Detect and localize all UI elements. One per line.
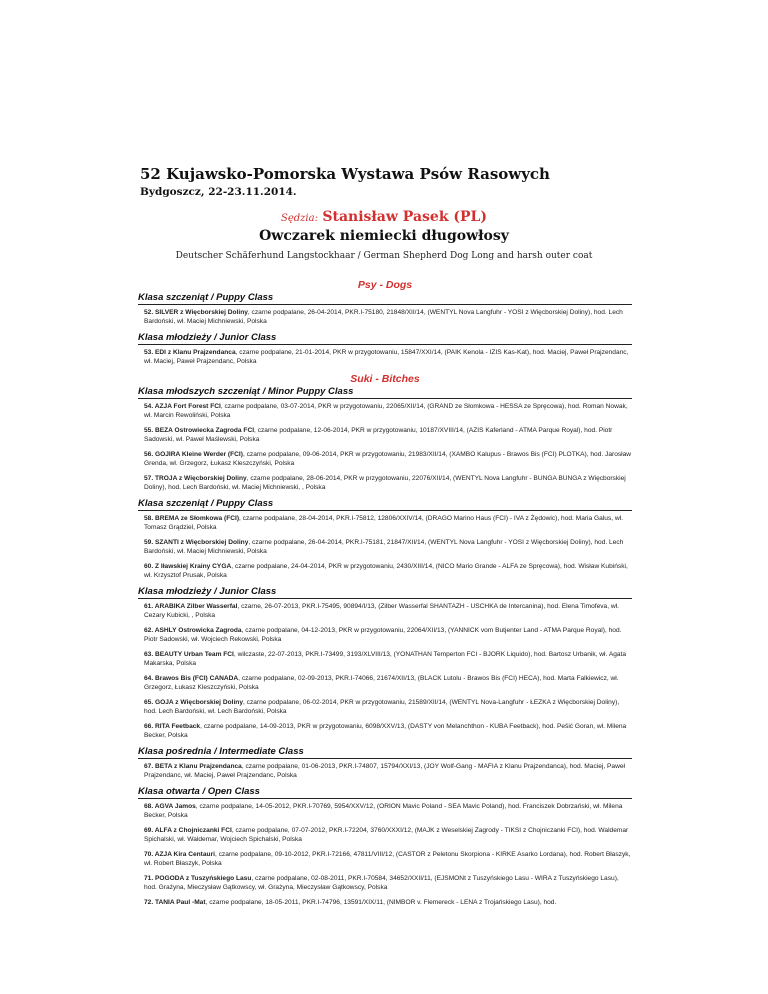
sex-heading: Psy - Dogs — [357, 279, 413, 291]
class-group — [138, 292, 632, 326]
dog-entry — [144, 450, 632, 468]
dog-entry — [144, 602, 632, 620]
class-group — [138, 332, 632, 366]
class-heading: Klasa szczeniąt / Puppy Class — [138, 498, 632, 511]
dog-name: 53. EDI z Klanu Prajzendanca — [144, 349, 236, 356]
dog-details: , czarne podpalane, 01-06-2013, PKR.I-74807, 15794/XXI/13, (JOY Wolf-Gang - MAFIA z Klanu Prajzendanca), hod. Maciej, Paweł Prajzendanc, wł. Maciej, Paweł Prajzendanc, Polska — [144, 763, 625, 779]
dog-entry — [144, 474, 632, 492]
dog-name: 62. ASHLY Ostrowicka Zagroda — [144, 627, 242, 634]
class-group — [138, 786, 632, 907]
dog-entry — [144, 802, 632, 820]
dog-entry — [144, 650, 632, 668]
dog-entry — [144, 762, 632, 780]
dog-details: , czarne podpalane, 03-07-2014, PKR w przygotowaniu, 22065/XII/14, (GRAND ze Słomkowa - HESSA ze Spręcowa), hod. Roman Nowak, wł. Marcin Rewoliński, Polska — [144, 403, 628, 419]
judge-prefix: Sędzia: — [280, 213, 318, 224]
dog-entry — [144, 562, 632, 580]
dog-details: , czarne, 26-07-2013, PKR.I-75495, 90894/I/13, (Zilber Wasserfal SHANTAZH - USCHKA de Intercanina), hod. Elena Timofeva, wł. Cezary Kubicki, , Polska — [144, 603, 619, 619]
dog-name: 65. GOJA z Więcborskiej Doliny — [144, 699, 243, 706]
dog-details: , czarne podpalane, 02-09-2013, PKR.I-74066, 21674/XII/13, (BLACK Lutolu - Brawos Bis (FCI) HECA), hod. Marta Falkiewicz, wł. Grzegorz, Łukasz Kleszczyński, Polska — [144, 675, 619, 691]
dog-details: , czarne podpalane, 26-04-2014, PKR.I-75180, 21848/XII/14, (WENTYL Nova Langfuhr - YOSI z Więcborskiej Doliny), hod. Lech Bardoński, wł. Maciej Michniewski, Polska — [144, 309, 623, 325]
dog-name: 67. BETA z Klanu Prajzendanca — [144, 763, 242, 770]
dog-details: , czarne podpalane, 04-12-2013, PKR w przygotowaniu, 22064/XII/13, (YANNICK vom Butjenter Land - ATMA Parque Royal), hod. Piotr Sadowski, wł. Wojciech Rekowski, Polska — [144, 627, 622, 643]
dog-entry — [144, 674, 632, 692]
dog-name: 54. AZJA Fort Forest FCI — [144, 403, 221, 410]
judge-name: Stanisław Pasek (PL) — [322, 209, 488, 225]
dog-name: 68. AGVA Jamos — [144, 803, 196, 810]
dog-entry — [144, 826, 632, 844]
dog-entry — [144, 514, 632, 532]
dog-entry — [144, 898, 632, 907]
dog-name: 58. BREMA ze Słomkowa (FCI) — [144, 515, 240, 522]
dog-entry — [144, 874, 632, 892]
dog-name: 57. TROJA z Więcborskiej Doliny — [144, 475, 247, 482]
show-header — [140, 165, 640, 200]
dog-details: , czarne podpalane, 12-06-2014, PKR w przygotowaniu, 10187/XVIII/14, (AZIS Kaferland - ATMA Parque Royal), hod. Piotr Sadowski, wł. Paweł Maślewski, Polska — [144, 427, 613, 443]
dog-entry — [144, 402, 632, 420]
dog-name: 71. POGODA z Tuszyńskiego Lasu — [144, 875, 252, 882]
dog-entry — [144, 538, 632, 556]
class-group — [138, 498, 632, 580]
dog-name: 55. BEZA Ostrowiecka Zagroda FCI — [144, 427, 255, 434]
class-group — [138, 586, 632, 740]
dog-name: 59. SZANTI z Więcborskiej Doliny — [144, 539, 249, 546]
dog-entry — [144, 308, 632, 326]
dog-entry — [144, 348, 632, 366]
show-title: 52 Kujawsko-Pomorska Wystawa Psów Rasowych — [140, 165, 550, 183]
breed-subtitle: Deutscher Schäferhund Langstockhaar / German Shepherd Dog Long and harsh outer coat — [175, 251, 593, 261]
dog-name: 69. ALFA z Chojniczanki FCI — [144, 827, 232, 834]
dog-entry — [144, 850, 632, 868]
class-heading: Klasa młodzieży / Junior Class — [138, 586, 632, 599]
dog-name: 60. Z Iławskiej Krainy CYGA — [144, 563, 232, 570]
catalog-content — [138, 278, 632, 913]
dog-name: 66. RITA Feetback — [144, 723, 201, 730]
class-group — [138, 746, 632, 780]
dog-entry — [144, 698, 632, 716]
show-date: Bydgoszcz, 22-23.11.2014. — [140, 186, 297, 198]
dog-details: , czarne podpalane, 26-04-2014, PKR.I-75181, 21847/XII/14, (WENTYL Nova Langfuhr - YOSI z Więcborskiej Doliny), hod. Lech Bardoński, wł. Maciej Michniewski, Polska — [144, 539, 624, 555]
class-group — [138, 386, 632, 492]
dog-details: , czarne podpalane, 14-05-2012, PKR.I-70769, 5954/XXV/12, (ORION Mavic Poland - SEA Mavic Poland), hod. Franciszek Dobrzański, wł. Milena Becker, Polska — [144, 803, 623, 819]
dog-name: 56. GOJIRA Kleine Werder (FCI) — [144, 451, 243, 458]
class-heading: Klasa młodszych szczeniąt / Minor Puppy Class — [138, 386, 632, 399]
dog-details: , czarne podpalane, 24-04-2014, PKR w przygotowaniu, 2430/XIII/14, (NICO Mario Grande - ALFA ze Spręcowa), hod. Wisław Kubiński, wł. Krzysztof Prusak, Polska — [144, 563, 628, 579]
dog-name: 61. ARABIKA Zilber Wasserfal — [144, 603, 238, 610]
dog-details: , czarne podpalane, 07-07-2012, PKR.I-72204, 3760/XXXI/12, (MAJK z Weselskiej Zagrody - TIKSI z Chojniczanki FCI), hod. Waldemar Spichalski, wł. Waldemar, Wojciech Spichalski, Polska — [144, 827, 629, 843]
class-heading: Klasa szczeniąt / Puppy Class — [138, 292, 632, 305]
dog-entry — [144, 426, 632, 444]
dog-name: 64. Brawos Bis (FCI) CANADA — [144, 675, 239, 682]
dog-details: , wilczaste, 22-07-2013, PKR.I-73499, 3193/XLVIII/13, (YONATHAN Temperton FCI - BJORK Liquido), hod. Bartosz Urbanik, wł. Agata Makarska, Polska — [144, 651, 627, 667]
dog-details: , czarne podpalane, 21-01-2014, PKR w przygotowaniu, 15847/XXI/14, (PAIK Kenola - IZIS Kas-Kat), hod. Maciej, Paweł Prajzendanc, wł. Maciej, Paweł Prajzendanc, Polska — [144, 349, 629, 365]
dog-name: 70. AZJA Kira Centauri — [144, 851, 215, 858]
dog-details: , czarne podpalane, 18-05-2011, PKR.I-74796, 13591/XIX/11, (NIMBOR v. Flemereck - LENA z Trojańskiego Lasu), hod. — [205, 899, 557, 906]
dog-details: , czarne podpalane, 28-04-2014, PKR.I-75812, 12806/XXIV/14, (DRAGO Marino Haus (FCI) - IVA z Żędowic), hod. Maria Galus, wł. Tomasz Grądziel, Polska — [144, 515, 623, 531]
class-heading: Klasa młodzieży / Junior Class — [138, 332, 632, 345]
dog-details: , czarne podpalane, 28-06-2014, PKR w przygotowaniu, 22076/XII/14, (WENTYL Nova Langfuhr - BUNGA BUNGA z Więcborskiej Doliny), hod. Lech Bardoński, wł. Maciej Michniewski, , Polska — [144, 475, 626, 491]
class-heading: Klasa otwarta / Open Class — [138, 786, 632, 799]
dog-name: 72. TANIA Paul -Mat — [144, 899, 206, 906]
dog-details: , czarne podpalane, 09-10-2012, PKR.I-72166, 47811/VIII/12, (CASTOR z Peletonu Skorpiona - KIRKE Asarko Lordana), hod. Robert Błaszyk, wł. Robert Błaszyk, Polska — [144, 851, 631, 867]
dog-entry — [144, 722, 632, 740]
dog-details: , czarne podpalane, 09-06-2014, PKR w przygotowaniu, 21983/XII/14, (XAMBO Kalupus - Brawos Bis (FCI) PLOTKA), hod. Jarosław Grenda, wł. Grzegorz, Łukasz Kleszczyński, Polska — [144, 451, 632, 467]
sex-heading: Suki - Bitches — [350, 373, 420, 385]
dog-entry — [144, 626, 632, 644]
class-heading: Klasa pośrednia / Intermediate Class — [138, 746, 632, 759]
dog-details: , czarne podpalane, 14-09-2013, PKR w przygotowaniu, 6098/XXV/13, (DASTY von Melanchthon - KUBA Feetback), hod. Pešić Goran, wł. Milena Becker, Polska — [144, 723, 627, 739]
dog-name: 63. BEAUTY Urban Team FCI — [144, 651, 234, 658]
dog-details: , czarne podpalane, 06-02-2014, PKR w przygotowaniu, 21589/XII/14, (WENTYL Nova-Langfuhr - ŁEZKA z Więcborskiej Doliny), hod. Lech Bardoński, wł. Lech Bardoński, Polska — [144, 699, 620, 715]
breed-title: Owczarek niemiecki długowłosy — [259, 228, 509, 244]
dog-name: 52. SILVER z Więcborskiej Doliny — [144, 309, 248, 316]
dog-details: , czarne podpalane, 02-08-2011, PKR.I-70584, 34652/XXII/11, (EJSMONt z Tuszyńskiego Lasu - WIRA z Tuszyńskiego Lasu), hod. Grażyna, Mieczysław Gątkowscy, wł. Grażyna, Mieczysław Gątkowscy, Polska — [144, 875, 619, 891]
